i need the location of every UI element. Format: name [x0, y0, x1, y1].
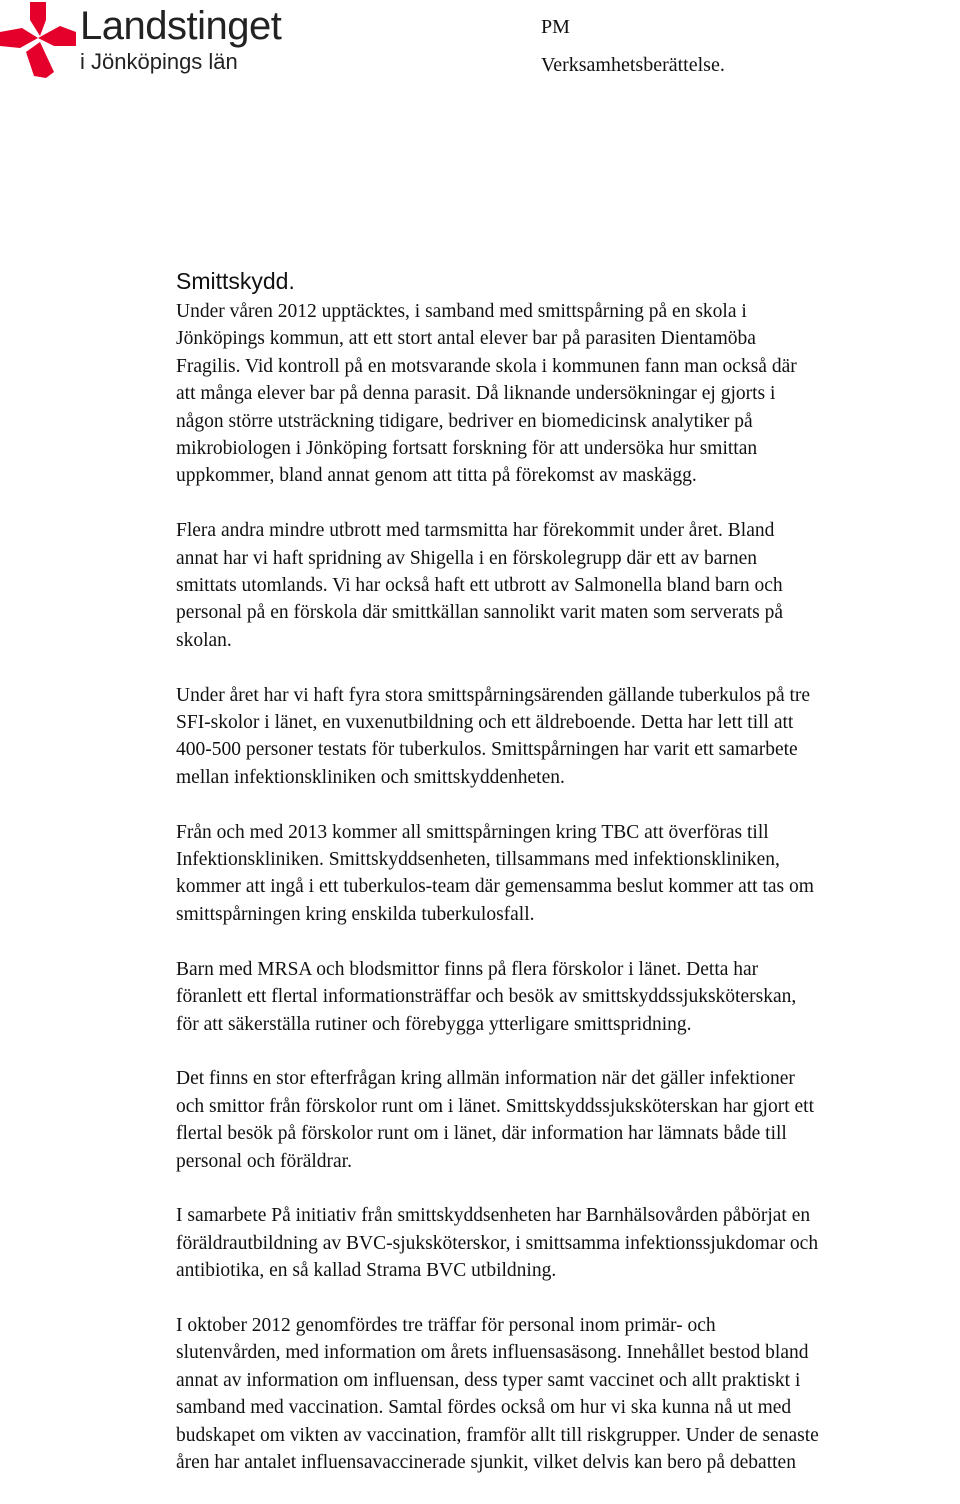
paragraph-8: I oktober 2012 genomfördes tre träffar för personal inom primär- och slutenvården, med information om årets influensasäsong. Innehållet bestod bland annat av information om influensan, dess typer samt vaccinet och allt praktiskt i samband med vaccination. Samtal fördes också om hur vi ska kunna nå ut med budskapet om vikten av vaccination, framför allt till riskgrupper. Under de senaste åren har antalet influensavaccinerade sjunkit, vilket delvis kan bero på debatten [176, 1314, 819, 1473]
paragraph-3: Under året har vi haft fyra stora smittspårningsärenden gällande tuberkulos på tre SFI-skolor i länet, en vuxenutbildning och ett äldreboende. Detta har lett till att 400-500 personer testats för tuberkulos. Smittspårningen har varit ett samarbete mellan infektionskliniken och smittskyddenheten. [176, 684, 811, 788]
document-header [541, 8, 725, 84]
logo-subtitle: i Jönköpings län [80, 49, 238, 74]
landstinget-logo [0, 0, 320, 80]
paragraph-6: Det finns en stor efterfrågan kring allmän information när det gäller infektioner och smittor från förskolor runt om i länet. Smittskyddssjuksköterskan har gjort ett flertal besök på förskolor runt om i länet, där information har lämnats både till personal och föräldrar. [176, 1068, 814, 1172]
paragraph-1: Under våren 2012 upptäcktes, i samband med smittspårning på en skola i Jönköpings kommun, att ett stort antal elever bar på parasiten Dientamöba Fragilis. Vid kontroll på en motsvarande skola i kommunen fann man också där att många elever bar på denna parasit. Då liknande undersökningar ej gjorts i någon större utsträckning tidigare, bedriver en biomedicinsk analytiker på mikrobiologen i Jönköping fortsatt forskning för att undersöka hur smittan uppkommer, bland annat genom att titta på förekomst av maskägg. [176, 301, 797, 487]
red-cross-logo-icon [0, 2, 76, 78]
logo-name: Landstinget [80, 4, 282, 48]
section-title: Smittskydd. [176, 268, 295, 294]
paragraph-2: Flera andra mindre utbrott med tarmsmitta har förekommit under året. Bland annat har vi haft spridning av Shigella i en förskolegrupp där ett av barnen smittats utomlands. Vi har också haft ett utbrott av Salmonella bland barn och personal på en förskola där smittkällan sannolikt varit maten som serverats på skolan. [176, 520, 784, 651]
paragraph-7: I samarbete På initiativ från smittskyddsenheten har Barnhälsovården påbörjat en föräldrautbildning av BVC-sjuksköterskor, i smittsamma infektionssjukdomar och antibiotika, en så kallad Strama BVC utbildning. [176, 1205, 819, 1282]
document-type: PM [541, 16, 570, 38]
document-title: Verksamhetsberättelse. [541, 54, 725, 76]
document-body [176, 266, 960, 1504]
paragraph-5: Barn med MRSA och blodsmittor finns på flera förskolor i länet. Detta har föranlett ett flertal informationsträffar och besök av smittskyddssjuksköterskan, för att säkerställa rutiner och förebygga ytterligare smittspridning. [176, 958, 797, 1035]
paragraph-4: Från och med 2013 kommer all smittspårningen kring TBC att överföras till Infektionskliniken. Smittskyddsenheten, tillsammans med infektionskliniken, kommer att ingå i ett tuberkulos-team där gemensamma beslut kommer att tas om smittspårningen kring enskilda tuberkulosfall. [176, 821, 814, 925]
